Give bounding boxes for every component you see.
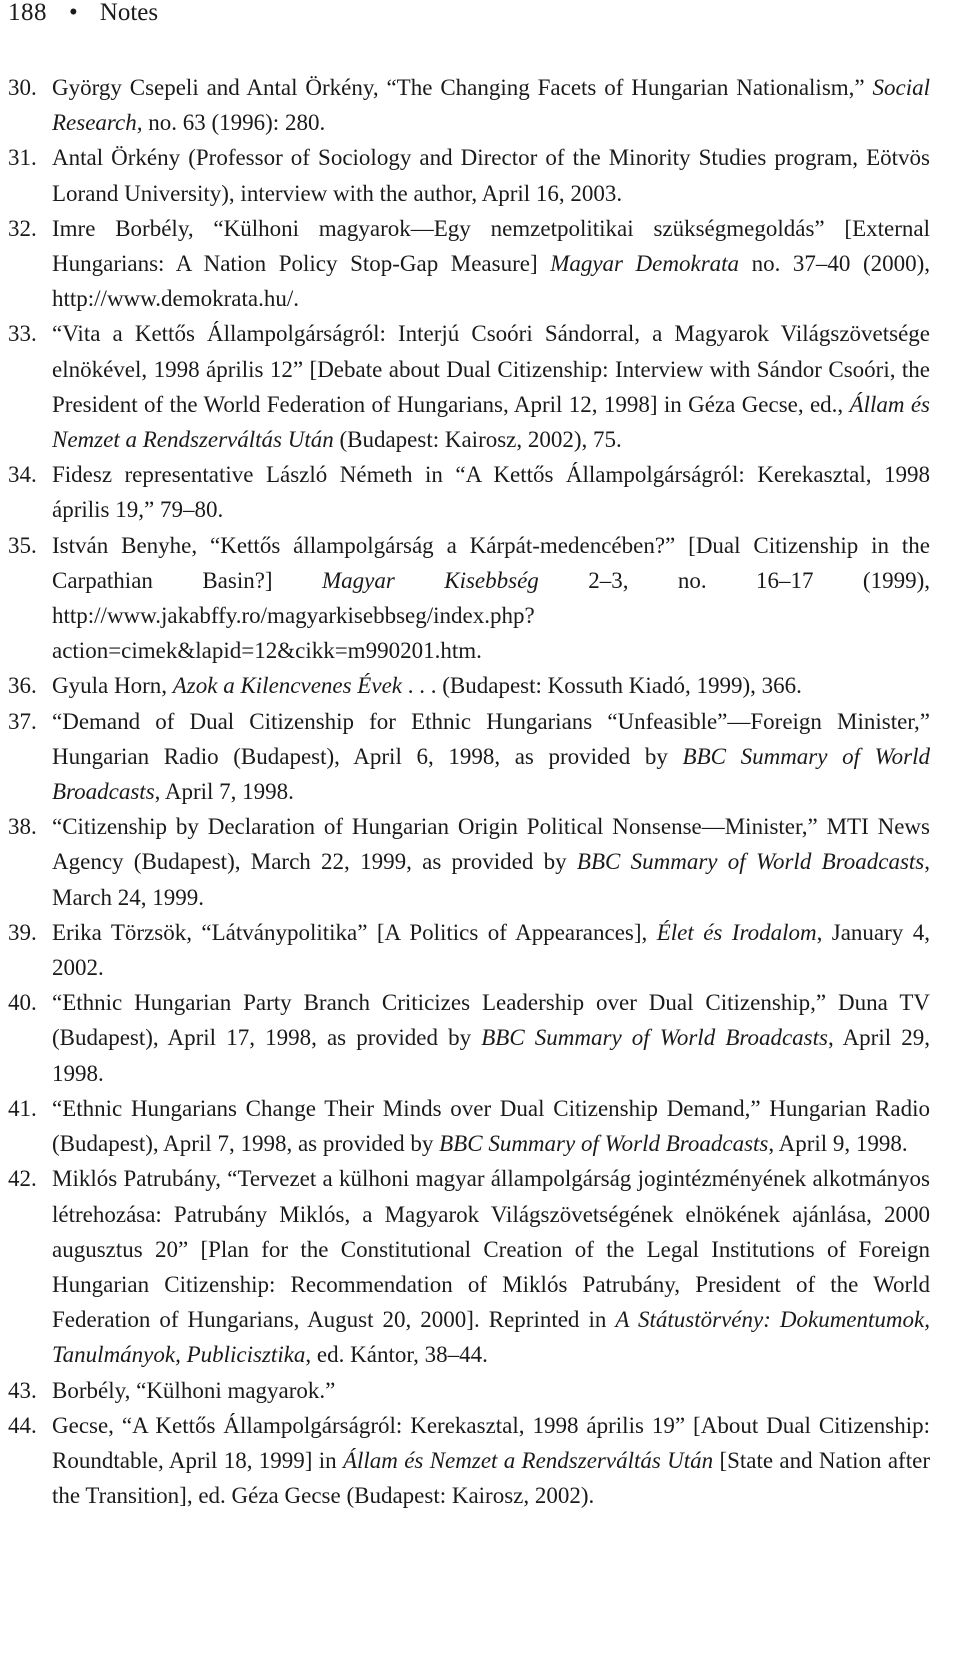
note-item xyxy=(8,1161,930,1372)
note-text-segment: , January 4, 2002. xyxy=(52,919,930,981)
note-title-italic: Social Research, xyxy=(52,75,930,136)
note-item xyxy=(8,704,930,810)
note-text-segment: no. 63 (1996): 280. xyxy=(142,110,326,136)
note-item xyxy=(8,211,930,317)
note-title-italic: A Státustörvény: Dokumentumok, Tanulmányok, Publicisztika xyxy=(52,1307,930,1368)
note-text xyxy=(52,528,930,669)
note-title-italic: Magyar Kisebbség xyxy=(322,567,539,593)
note-text xyxy=(52,1091,930,1161)
note-text-segment: Miklós Patrubány, “Tervezet a külhoni magyar állampolgárság jogintézményének alkotmányos létrehozása: Patrubány Miklós, a Magyarok Világszövetségének elnökének ajánlása, 2000 augusztus 20” [Plan for the Constitutional Creation of the Legal Institutions of Foreign Hungarian Citizenship: Recommendation of Miklós Patrubány, President of the World Federation of Hungarians, August 20, 2000]. Reprinted in xyxy=(52,1166,930,1333)
note-number: 39. xyxy=(8,919,37,945)
notes-list xyxy=(8,70,930,1513)
note-number: 33. xyxy=(8,321,37,347)
note-item xyxy=(8,915,930,985)
note-text xyxy=(52,316,930,457)
note-number: 31. xyxy=(8,145,37,171)
note-number: 30. xyxy=(8,75,37,100)
note-text-segment: Antal Örkény (Professor of Sociology and Director of the Minority Studies program, Eötvös Lorand University), interview with the author, April 16, 2003. xyxy=(52,145,930,206)
note-text-segment: 2–3, no. 16–17 (1999), http://www.jakabffy.ro/magyarkisebbseg/index.php?action=cimek&lapid=12&cikk=m990201.htm. xyxy=(52,567,930,664)
note-number: 37. xyxy=(8,708,37,734)
note-number: 42. xyxy=(8,1166,37,1192)
note-item xyxy=(8,1091,930,1161)
note-number: 40. xyxy=(8,990,37,1016)
note-text-segment: [State and Nation after the Transition], ed. Géza Gecse (Budapest: Kairosz, 2002). xyxy=(52,1447,930,1509)
note-item xyxy=(8,457,930,527)
note-text xyxy=(52,457,930,527)
bullet-separator: • xyxy=(69,0,78,26)
note-text-segment: Imre Borbély, “Külhoni magyarok—Egy nemzetpolitikai szükségmegoldás” [External Hungarians: A Nation Policy Stop-Gap Measure] xyxy=(52,215,930,277)
note-text-segment: Erika Törzsök, “Látványpolitika” [A Politics of Appearances], xyxy=(52,919,657,945)
note-text-segment: (Budapest: Kairosz, 2002), 75. xyxy=(333,427,622,453)
note-text xyxy=(52,809,930,915)
note-number: 43. xyxy=(8,1377,37,1403)
note-text xyxy=(52,70,930,140)
note-title-italic: BBC Summary of World Broadcasts xyxy=(481,1025,828,1051)
note-text-segment: . . . (Budapest: Kossuth Kiadó, 1999), 366. xyxy=(401,673,802,699)
note-text-segment: , ed. Kántor, 38–44. xyxy=(305,1342,488,1368)
note-text xyxy=(52,211,930,317)
note-item xyxy=(8,140,930,210)
note-text xyxy=(52,1408,930,1514)
note-text-segment: no. 37–40 (2000), http://www.demokrata.hu/. xyxy=(52,251,931,312)
note-title-italic: Élet és Irodalom xyxy=(656,919,817,945)
note-text xyxy=(52,1373,930,1408)
note-number: 44. xyxy=(8,1412,37,1438)
note-text-segment: Gyula Horn, xyxy=(52,673,173,699)
note-text-segment: “Ethnic Hungarians Change Their Minds over Dual Citizenship Demand,” Hungarian Radio (Budapest), April 7, 1998, as provided by xyxy=(52,1095,930,1157)
note-title-italic: BBC Summary of World Broadcasts xyxy=(52,743,930,805)
note-text xyxy=(52,1161,930,1372)
note-text-segment: “Demand of Dual Citizenship for Ethnic Hungarians “Unfeasible”—Foreign Minister,” Hungarian Radio (Budapest), April 6, 1998, as provided by xyxy=(52,708,930,769)
note-item xyxy=(8,1408,930,1514)
note-text-segment: István Benyhe, “Kettős állampolgárság a Kárpát-medencében?” [Dual Citizenship in the Carpathian Basin?] xyxy=(52,532,930,593)
note-text xyxy=(52,140,930,210)
note-text-segment: “Ethnic Hungarian Party Branch Criticizes Leadership over Dual Citizenship,” Duna TV (Budapest), April 17, 1998, as provided by xyxy=(52,990,930,1051)
note-text xyxy=(52,985,930,1091)
note-text-segment: , April 7, 1998. xyxy=(154,779,294,805)
note-title-italic: BBC Summary of World Broadcasts xyxy=(576,849,925,875)
note-text xyxy=(52,704,930,810)
note-text-segment: György Csepeli and Antal Örkény, “The Changing Facets of Hungarian Nationalism,” xyxy=(52,75,873,100)
note-text xyxy=(52,915,930,985)
note-number: 35. xyxy=(8,532,37,558)
note-title-italic: Állam és Nemzet a Rendszerváltás Után xyxy=(342,1447,714,1473)
note-text-segment: Borbély, “Külhoni magyarok.” xyxy=(52,1377,336,1403)
note-item xyxy=(8,528,930,669)
note-number: 38. xyxy=(8,814,37,840)
note-item xyxy=(8,70,930,140)
note-text-segment: “Citizenship by Declaration of Hungarian Origin Political Nonsense—Minister,” MTI News Agency (Budapest), March 22, 1999, as provided by xyxy=(52,814,930,875)
note-title-italic: Magyar Demokrata xyxy=(550,251,740,277)
running-head xyxy=(8,0,930,40)
note-item xyxy=(8,809,930,915)
note-number: 41. xyxy=(8,1095,37,1121)
note-text-segment: “Vita a Kettős Állampolgárságról: Interjú Csoóri Sándorral, a Magyarok Világszövetsége elnökével, 1998 április 12” [Debate about Dual Citizenship: Interview with Sándor Csoóri, the President of the World Federation of Hungarians, April 12, 1998] in Géza Gecse, ed., xyxy=(52,321,930,417)
note-number: 32. xyxy=(8,215,37,241)
note-title-italic: Állam és Nemzet a Rendszerváltás Után xyxy=(52,391,930,453)
note-text-segment: Gecse, “A Kettős Állampolgárságról: Kerekasztal, 1998 április 19” [About Dual Citizenship: Roundtable, April 18, 1999] in xyxy=(52,1412,930,1473)
section-title: Notes xyxy=(99,0,159,26)
note-text-segment: Fidesz representative László Németh in “A Kettős Állampolgárságról: Kerekasztal, 1998 április 19,” 79–80. xyxy=(52,462,930,523)
note-text-segment: , March 24, 1999. xyxy=(52,849,931,910)
note-item xyxy=(8,1373,930,1408)
note-number: 36. xyxy=(8,673,37,699)
note-title-italic: Azok a Kilencvenes Évek xyxy=(172,673,402,699)
note-text-segment: , April 9, 1998. xyxy=(768,1131,908,1157)
note-item xyxy=(8,668,930,703)
note-text-segment: , April 29, 1998. xyxy=(52,1025,930,1086)
note-number: 34. xyxy=(8,462,37,488)
note-text xyxy=(52,668,930,703)
note-item xyxy=(8,985,930,1091)
note-item xyxy=(8,316,930,457)
page-number: 188 xyxy=(8,0,47,26)
note-title-italic: BBC Summary of World Broadcasts xyxy=(439,1131,769,1157)
